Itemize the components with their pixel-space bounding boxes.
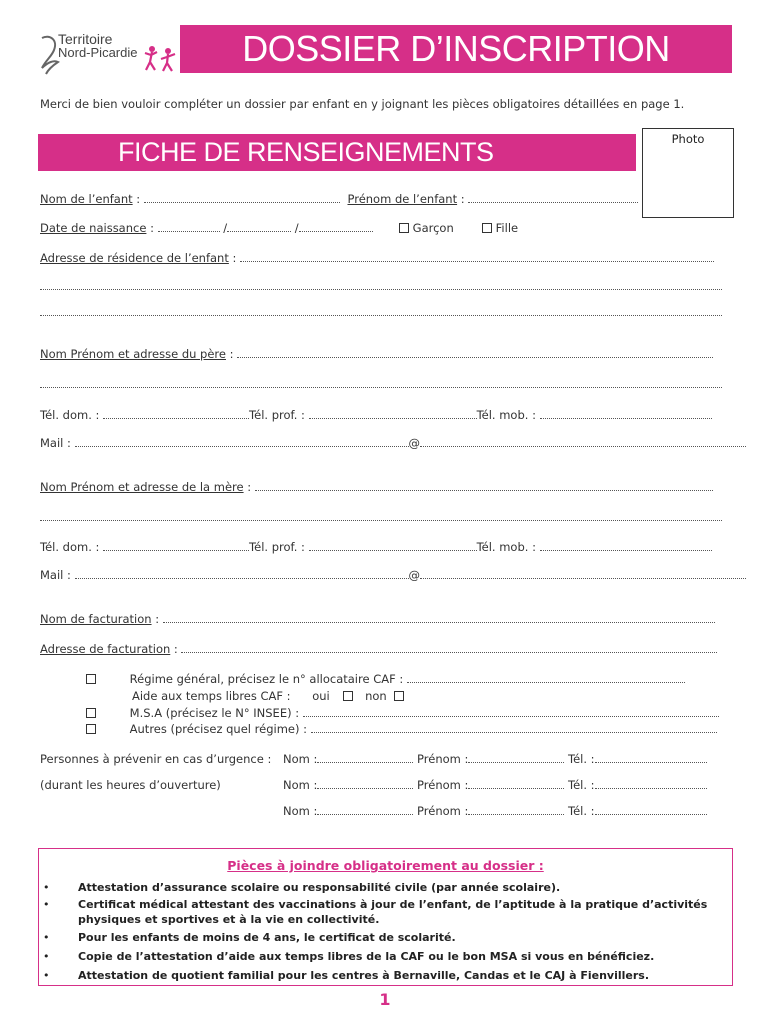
logo xyxy=(38,26,178,86)
child-firstname-field[interactable] xyxy=(468,192,638,203)
aide-label: Aide aux temps libres CAF : xyxy=(132,689,291,703)
father-mail-row: Mail : @ xyxy=(40,435,746,451)
mother-row: Nom Prénom et adresse de la mère : xyxy=(40,479,713,495)
child-firstname-label: Prénom de l’enfant xyxy=(347,192,458,206)
birth-day-field[interactable] xyxy=(158,221,220,232)
photo-box[interactable] xyxy=(642,128,734,218)
mother-mail-user-field[interactable] xyxy=(75,568,409,579)
urgence-sub: (durant les heures d’ouverture) xyxy=(40,778,221,792)
aide-oui-label: oui xyxy=(312,689,330,703)
section-title: FICHE DE RENSEIGNEMENTS xyxy=(38,134,636,171)
gender-boy xyxy=(399,220,454,236)
birthdate-row: Date de naissance : / / xyxy=(40,220,373,236)
fille-label: Fille xyxy=(495,221,519,235)
birth-year-field[interactable] xyxy=(299,221,373,232)
required-documents-title: Pièces à joindre obligatoirement au dossier : xyxy=(227,858,544,873)
garcon-label: Garçon xyxy=(412,221,454,235)
father-phones-row xyxy=(40,407,712,423)
father-tel-dom-label: Tél. dom. : xyxy=(40,408,100,422)
logo-line2: Nord-Picardie xyxy=(58,45,138,60)
autres-label: Autres (précisez quel régime) : xyxy=(129,722,307,736)
insee-field[interactable] xyxy=(303,706,719,717)
intro-text: Merci de bien vouloir compléter un dossier par enfant en y joignant les pièces obligatoires détaillées en page 1. xyxy=(40,97,685,111)
mother-field-2[interactable] xyxy=(40,510,722,521)
aide-row xyxy=(132,688,404,704)
urgence-nom-1[interactable] xyxy=(317,752,413,763)
child-name-field[interactable] xyxy=(144,192,340,203)
dancing-figures-icon xyxy=(144,44,178,74)
birth-month-field[interactable] xyxy=(227,221,291,232)
mother-label: Nom Prénom et adresse de la mère xyxy=(40,480,244,494)
caf-number-field[interactable] xyxy=(407,672,685,683)
child-address-row: Adresse de résidence de l’enfant : xyxy=(40,250,714,266)
billing-name-field[interactable] xyxy=(163,612,715,623)
father-tel-prof-field[interactable] xyxy=(309,408,477,419)
aide-non-checkbox[interactable] xyxy=(394,691,404,701)
required-documents-box: Pièces à joindre obligatoirement au dossier : • Attestation d’assurance scolaire ou responsabilité civile (par année scolaire). • Certificat médical attestant des vaccinations à jour de l’enfant, de l’aptitude à la pratique d’activités physiques et sportives et à la vie en collectivité. • Pour les enfants de moins de 4 ans, le certificat de scolarité. • Copie de l’attestation d’aide aux temps libres de la CAF ou le bon MSA si vous en bénéficiez. • Attestation de quotient familial pour les centres à Bernaville, Candas et le CAJ à Fienvillers. xyxy=(38,848,733,986)
urgence-prenom-1[interactable] xyxy=(468,752,564,763)
mother-phones-row xyxy=(40,539,712,555)
aide-oui-checkbox[interactable] xyxy=(343,691,353,701)
father-mail-domain-field[interactable] xyxy=(420,436,746,447)
mother-tel-mob-field[interactable] xyxy=(540,540,712,551)
page-title: DOSSIER D’INSCRIPTION xyxy=(180,25,732,73)
child-address-field-2[interactable] xyxy=(40,279,722,290)
aide-non-label: non xyxy=(365,689,387,703)
child-address-line-2 xyxy=(40,278,722,294)
mother-field-1[interactable] xyxy=(255,480,713,491)
autres-row xyxy=(86,721,717,737)
father-tel-mob-label: Tél. mob. : xyxy=(476,408,536,422)
billing-address-label: Adresse de facturation xyxy=(40,642,171,656)
father-mail-user-field[interactable] xyxy=(75,436,409,447)
msa-checkbox[interactable] xyxy=(86,708,96,718)
page-number: 1 xyxy=(379,990,391,1009)
birthdate-label: Date de naissance xyxy=(40,221,147,235)
urgence-prenom-2[interactable] xyxy=(468,778,564,789)
father-row: Nom Prénom et adresse du père : xyxy=(40,346,713,362)
regime-general-label: Régime général, précisez le n° allocataire CAF : xyxy=(129,672,404,686)
mother-tel-prof-field[interactable] xyxy=(309,540,477,551)
urgence-label: Personnes à prévenir en cas d’urgence : xyxy=(40,752,272,766)
urgence-prenom-3[interactable] xyxy=(468,804,564,815)
logo-text xyxy=(58,32,137,60)
fille-checkbox[interactable] xyxy=(482,223,492,233)
mother-line-2 xyxy=(40,509,722,525)
urgence-row-2: Nom : Prénom : Tél. : xyxy=(283,777,707,793)
child-address-field-1[interactable] xyxy=(240,251,714,262)
billing-name-label: Nom de facturation xyxy=(40,612,152,626)
urgence-row-1: Nom : Prénom : Tél. : xyxy=(283,751,707,767)
father-line-2 xyxy=(40,376,722,392)
urgence-nom-2[interactable] xyxy=(317,778,413,789)
child-name-label: Nom de l’enfant xyxy=(40,192,133,206)
father-tel-dom-field[interactable] xyxy=(103,408,249,419)
mother-tel-prof-label: Tél. prof. : xyxy=(249,540,305,554)
father-field-1[interactable] xyxy=(237,347,713,358)
autres-field[interactable] xyxy=(311,722,717,733)
mother-mail-label: Mail : xyxy=(40,568,71,582)
urgence-nom-3[interactable] xyxy=(317,804,413,815)
father-mail-label: Mail : xyxy=(40,436,71,450)
regime-general-row xyxy=(86,671,685,687)
child-name-row: Nom de l’enfant : Prénom de l’enfant : xyxy=(40,191,638,207)
regime-general-checkbox[interactable] xyxy=(86,674,96,684)
billing-name-row: Nom de facturation : xyxy=(40,611,715,627)
father-tel-mob-field[interactable] xyxy=(540,408,712,419)
billing-address-field[interactable] xyxy=(181,642,717,653)
mother-tel-dom-field[interactable] xyxy=(103,540,249,551)
urgence-tel-3[interactable] xyxy=(595,804,707,815)
msa-row xyxy=(86,705,719,721)
mother-mail-domain-field[interactable] xyxy=(420,568,746,579)
child-address-field-3[interactable] xyxy=(40,305,722,316)
billing-address-row: Adresse de facturation : xyxy=(40,641,717,657)
urgence-tel-1[interactable] xyxy=(595,752,707,763)
garcon-checkbox[interactable] xyxy=(399,223,409,233)
msa-label: M.S.A (précisez le N° INSEE) : xyxy=(129,706,300,720)
child-address-label: Adresse de résidence de l’enfant xyxy=(40,251,229,265)
mother-tel-dom-label: Tél. dom. : xyxy=(40,540,100,554)
father-field-2[interactable] xyxy=(40,377,722,388)
urgence-row-3: Nom : Prénom : Tél. : xyxy=(283,803,707,819)
mother-mail-row: Mail : @ xyxy=(40,567,746,583)
father-label: Nom Prénom et adresse du père xyxy=(40,347,226,361)
gender-girl xyxy=(482,220,518,236)
photo-label: Photo xyxy=(671,132,705,146)
mother-tel-mob-label: Tél. mob. : xyxy=(476,540,536,554)
urgence-tel-2[interactable] xyxy=(595,778,707,789)
father-tel-prof-label: Tél. prof. : xyxy=(249,408,305,422)
child-address-line-3 xyxy=(40,304,722,320)
logo-line1: Territoire xyxy=(58,31,113,47)
autres-checkbox[interactable] xyxy=(86,724,96,734)
